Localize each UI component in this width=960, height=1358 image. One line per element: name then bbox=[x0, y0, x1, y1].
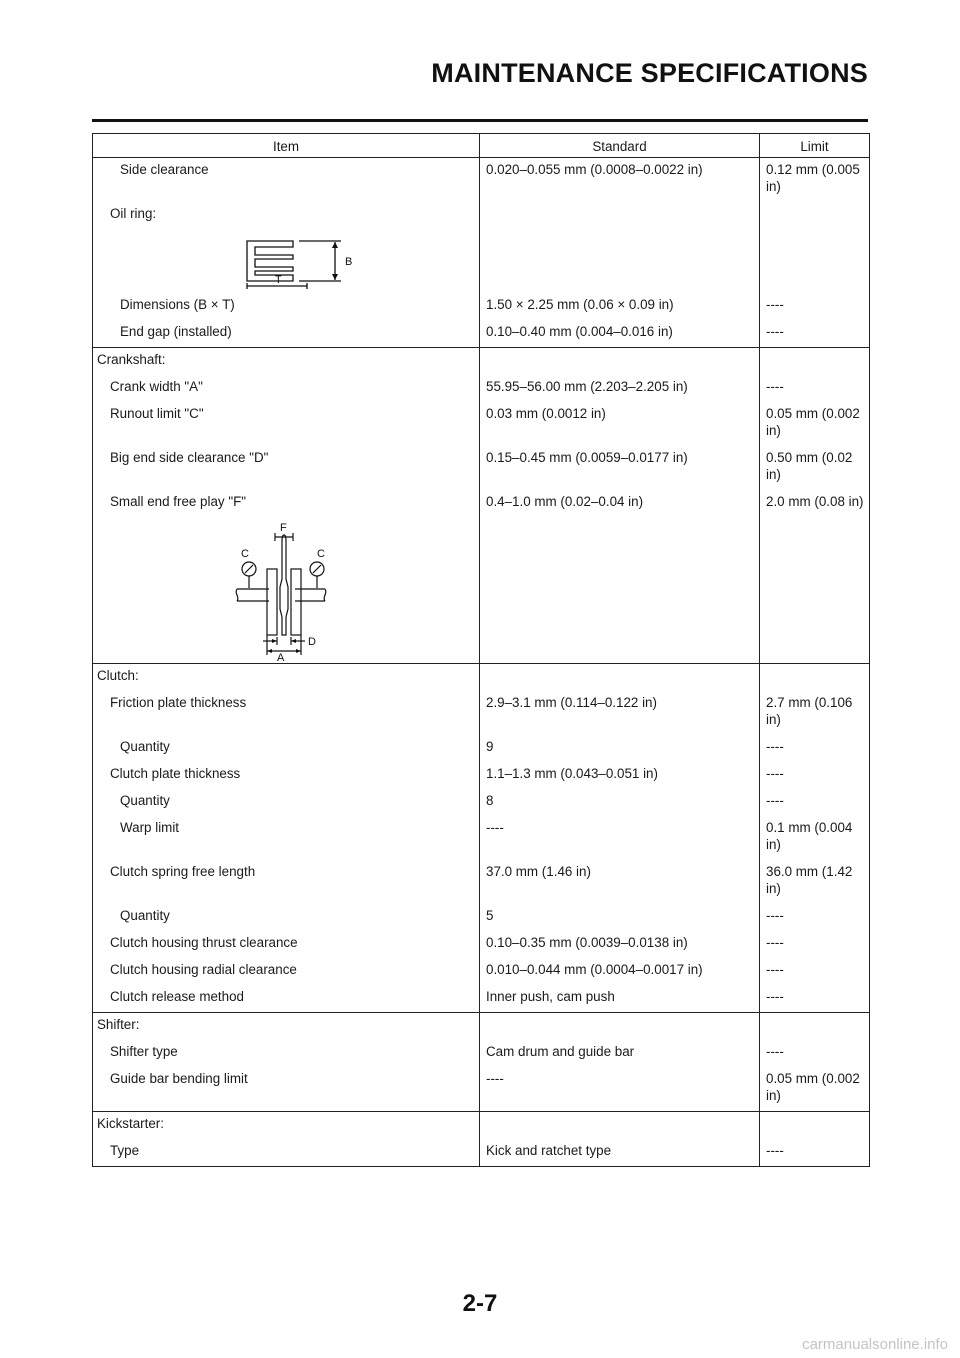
limit-cell: ---- bbox=[760, 762, 870, 789]
dimension-t-label: T bbox=[275, 274, 282, 286]
table-row bbox=[93, 816, 870, 860]
limit-cell: ---- bbox=[760, 931, 870, 958]
item-cell: Big end side clearance "D" bbox=[93, 446, 480, 490]
header-item: Item bbox=[93, 134, 480, 158]
limit-cell: 2.7 mm (0.106 in) bbox=[760, 691, 870, 735]
standard-cell: 0.03 mm (0.0012 in) bbox=[480, 402, 760, 446]
table-row bbox=[93, 735, 870, 762]
item-cell: Shifter type bbox=[93, 1040, 480, 1067]
table-row bbox=[93, 293, 870, 320]
table-row bbox=[93, 904, 870, 931]
item-cell: Clutch release method bbox=[93, 985, 480, 1013]
standard-cell: 0.020–0.055 mm (0.0008–0.0022 in) bbox=[480, 158, 760, 203]
limit-cell: 0.12 mm (0.005 in) bbox=[760, 158, 870, 203]
standard-cell: Inner push, cam push bbox=[480, 985, 760, 1013]
header-standard: Standard bbox=[480, 134, 760, 158]
standard-cell: 2.9–3.1 mm (0.114–0.122 in) bbox=[480, 691, 760, 735]
oil-ring-diagram bbox=[241, 233, 371, 291]
standard-cell: 1.50 × 2.25 mm (0.06 × 0.09 in) bbox=[480, 293, 760, 320]
table-row bbox=[93, 1139, 870, 1167]
figure-cell bbox=[93, 229, 480, 293]
limit-cell: ---- bbox=[760, 293, 870, 320]
item-cell: Side clearance bbox=[93, 158, 480, 203]
item-cell: End gap (installed) bbox=[93, 320, 480, 348]
standard-cell: 0.10–0.35 mm (0.0039–0.0138 in) bbox=[480, 931, 760, 958]
standard-cell: ---- bbox=[480, 816, 760, 860]
item-cell: Small end free play "F" bbox=[93, 490, 480, 517]
table-row bbox=[93, 202, 870, 229]
limit-cell: ---- bbox=[760, 985, 870, 1013]
limit-cell: ---- bbox=[760, 904, 870, 931]
section-heading-row bbox=[93, 1013, 870, 1041]
limit-cell: ---- bbox=[760, 320, 870, 348]
dimension-d-label: D bbox=[308, 636, 316, 648]
standard-cell: 55.95–56.00 mm (2.203–2.205 in) bbox=[480, 375, 760, 402]
limit-cell: ---- bbox=[760, 958, 870, 985]
figure-cell bbox=[93, 517, 480, 664]
dimension-f-label: F bbox=[280, 522, 287, 534]
standard-cell: Cam drum and guide bar bbox=[480, 1040, 760, 1067]
item-cell: Quantity bbox=[93, 904, 480, 931]
table-row bbox=[93, 402, 870, 446]
item-cell: Clutch plate thickness bbox=[93, 762, 480, 789]
item-cell: Dimensions (B × T) bbox=[93, 293, 480, 320]
limit-cell: 0.05 mm (0.002 in) bbox=[760, 1067, 870, 1112]
standard-cell: 0.4–1.0 mm (0.02–0.04 in) bbox=[480, 490, 760, 517]
standard-cell: Kick and ratchet type bbox=[480, 1139, 760, 1167]
limit-cell: 0.05 mm (0.002 in) bbox=[760, 402, 870, 446]
section-heading-row bbox=[93, 1112, 870, 1140]
table-row bbox=[93, 860, 870, 904]
item-cell: Oil ring: bbox=[93, 202, 480, 229]
limit-cell: 36.0 mm (1.42 in) bbox=[760, 860, 870, 904]
item-cell: Crank width "A" bbox=[93, 375, 480, 402]
table-row bbox=[93, 158, 870, 203]
standard-cell: ---- bbox=[480, 1067, 760, 1112]
table-row bbox=[93, 446, 870, 490]
gauge-c-left-label: C bbox=[241, 548, 249, 560]
standard-cell: 0.010–0.044 mm (0.0004–0.0017 in) bbox=[480, 958, 760, 985]
table-row bbox=[93, 1040, 870, 1067]
section-heading: Crankshaft: bbox=[93, 348, 480, 376]
limit-cell: 2.0 mm (0.08 in) bbox=[760, 490, 870, 517]
item-cell: Quantity bbox=[93, 789, 480, 816]
page-title: MAINTENANCE SPECIFICATIONS bbox=[431, 58, 868, 88]
section-heading: Kickstarter: bbox=[93, 1112, 480, 1140]
table-row bbox=[93, 691, 870, 735]
limit-cell: 0.50 mm (0.02 in) bbox=[760, 446, 870, 490]
item-cell: Clutch spring free length bbox=[93, 860, 480, 904]
table-row bbox=[93, 985, 870, 1013]
limit-cell: 0.1 mm (0.004 in) bbox=[760, 816, 870, 860]
standard-cell: 37.0 mm (1.46 in) bbox=[480, 860, 760, 904]
header-limit: Limit bbox=[760, 134, 870, 158]
table-row bbox=[93, 320, 870, 348]
item-cell: Guide bar bending limit bbox=[93, 1067, 480, 1112]
specifications-table bbox=[92, 133, 870, 1167]
table-row bbox=[93, 762, 870, 789]
limit-cell: ---- bbox=[760, 1040, 870, 1067]
title-divider bbox=[92, 119, 868, 122]
section-heading-row bbox=[93, 348, 870, 376]
item-cell: Warp limit bbox=[93, 816, 480, 860]
item-cell: Runout limit "C" bbox=[93, 402, 480, 446]
table-header-row bbox=[93, 134, 870, 158]
limit-cell: ---- bbox=[760, 375, 870, 402]
item-cell: Clutch housing thrust clearance bbox=[93, 931, 480, 958]
item-cell: Friction plate thickness bbox=[93, 691, 480, 735]
standard-cell: 0.10–0.40 mm (0.004–0.016 in) bbox=[480, 320, 760, 348]
table-row bbox=[93, 1067, 870, 1112]
section-heading: Shifter: bbox=[93, 1013, 480, 1041]
item-cell: Quantity bbox=[93, 735, 480, 762]
watermark-link[interactable]: carmanualsonline.info bbox=[802, 1336, 948, 1353]
standard-cell: 9 bbox=[480, 735, 760, 762]
item-cell: Clutch housing radial clearance bbox=[93, 958, 480, 985]
table-row bbox=[93, 490, 870, 517]
dimension-a-label: A bbox=[277, 652, 285, 661]
standard-cell: 0.15–0.45 mm (0.0059–0.0177 in) bbox=[480, 446, 760, 490]
gauge-c-right-label: C bbox=[317, 548, 325, 560]
section-heading-row bbox=[93, 664, 870, 692]
table-row bbox=[93, 375, 870, 402]
table-row bbox=[93, 958, 870, 985]
limit-cell: ---- bbox=[760, 735, 870, 762]
dimension-b-label: B bbox=[345, 256, 353, 268]
limit-cell: ---- bbox=[760, 789, 870, 816]
standard-cell: 5 bbox=[480, 904, 760, 931]
page-number: 2-7 bbox=[462, 1290, 498, 1317]
table-row bbox=[93, 789, 870, 816]
figure-row bbox=[93, 517, 870, 664]
section-heading: Clutch: bbox=[93, 664, 480, 692]
item-cell: Type bbox=[93, 1139, 480, 1167]
standard-cell: 1.1–1.3 mm (0.043–0.051 in) bbox=[480, 762, 760, 789]
limit-cell: ---- bbox=[760, 1139, 870, 1167]
crankshaft-diagram bbox=[233, 521, 345, 661]
standard-cell: 8 bbox=[480, 789, 760, 816]
table-row bbox=[93, 931, 870, 958]
figure-row bbox=[93, 229, 870, 293]
